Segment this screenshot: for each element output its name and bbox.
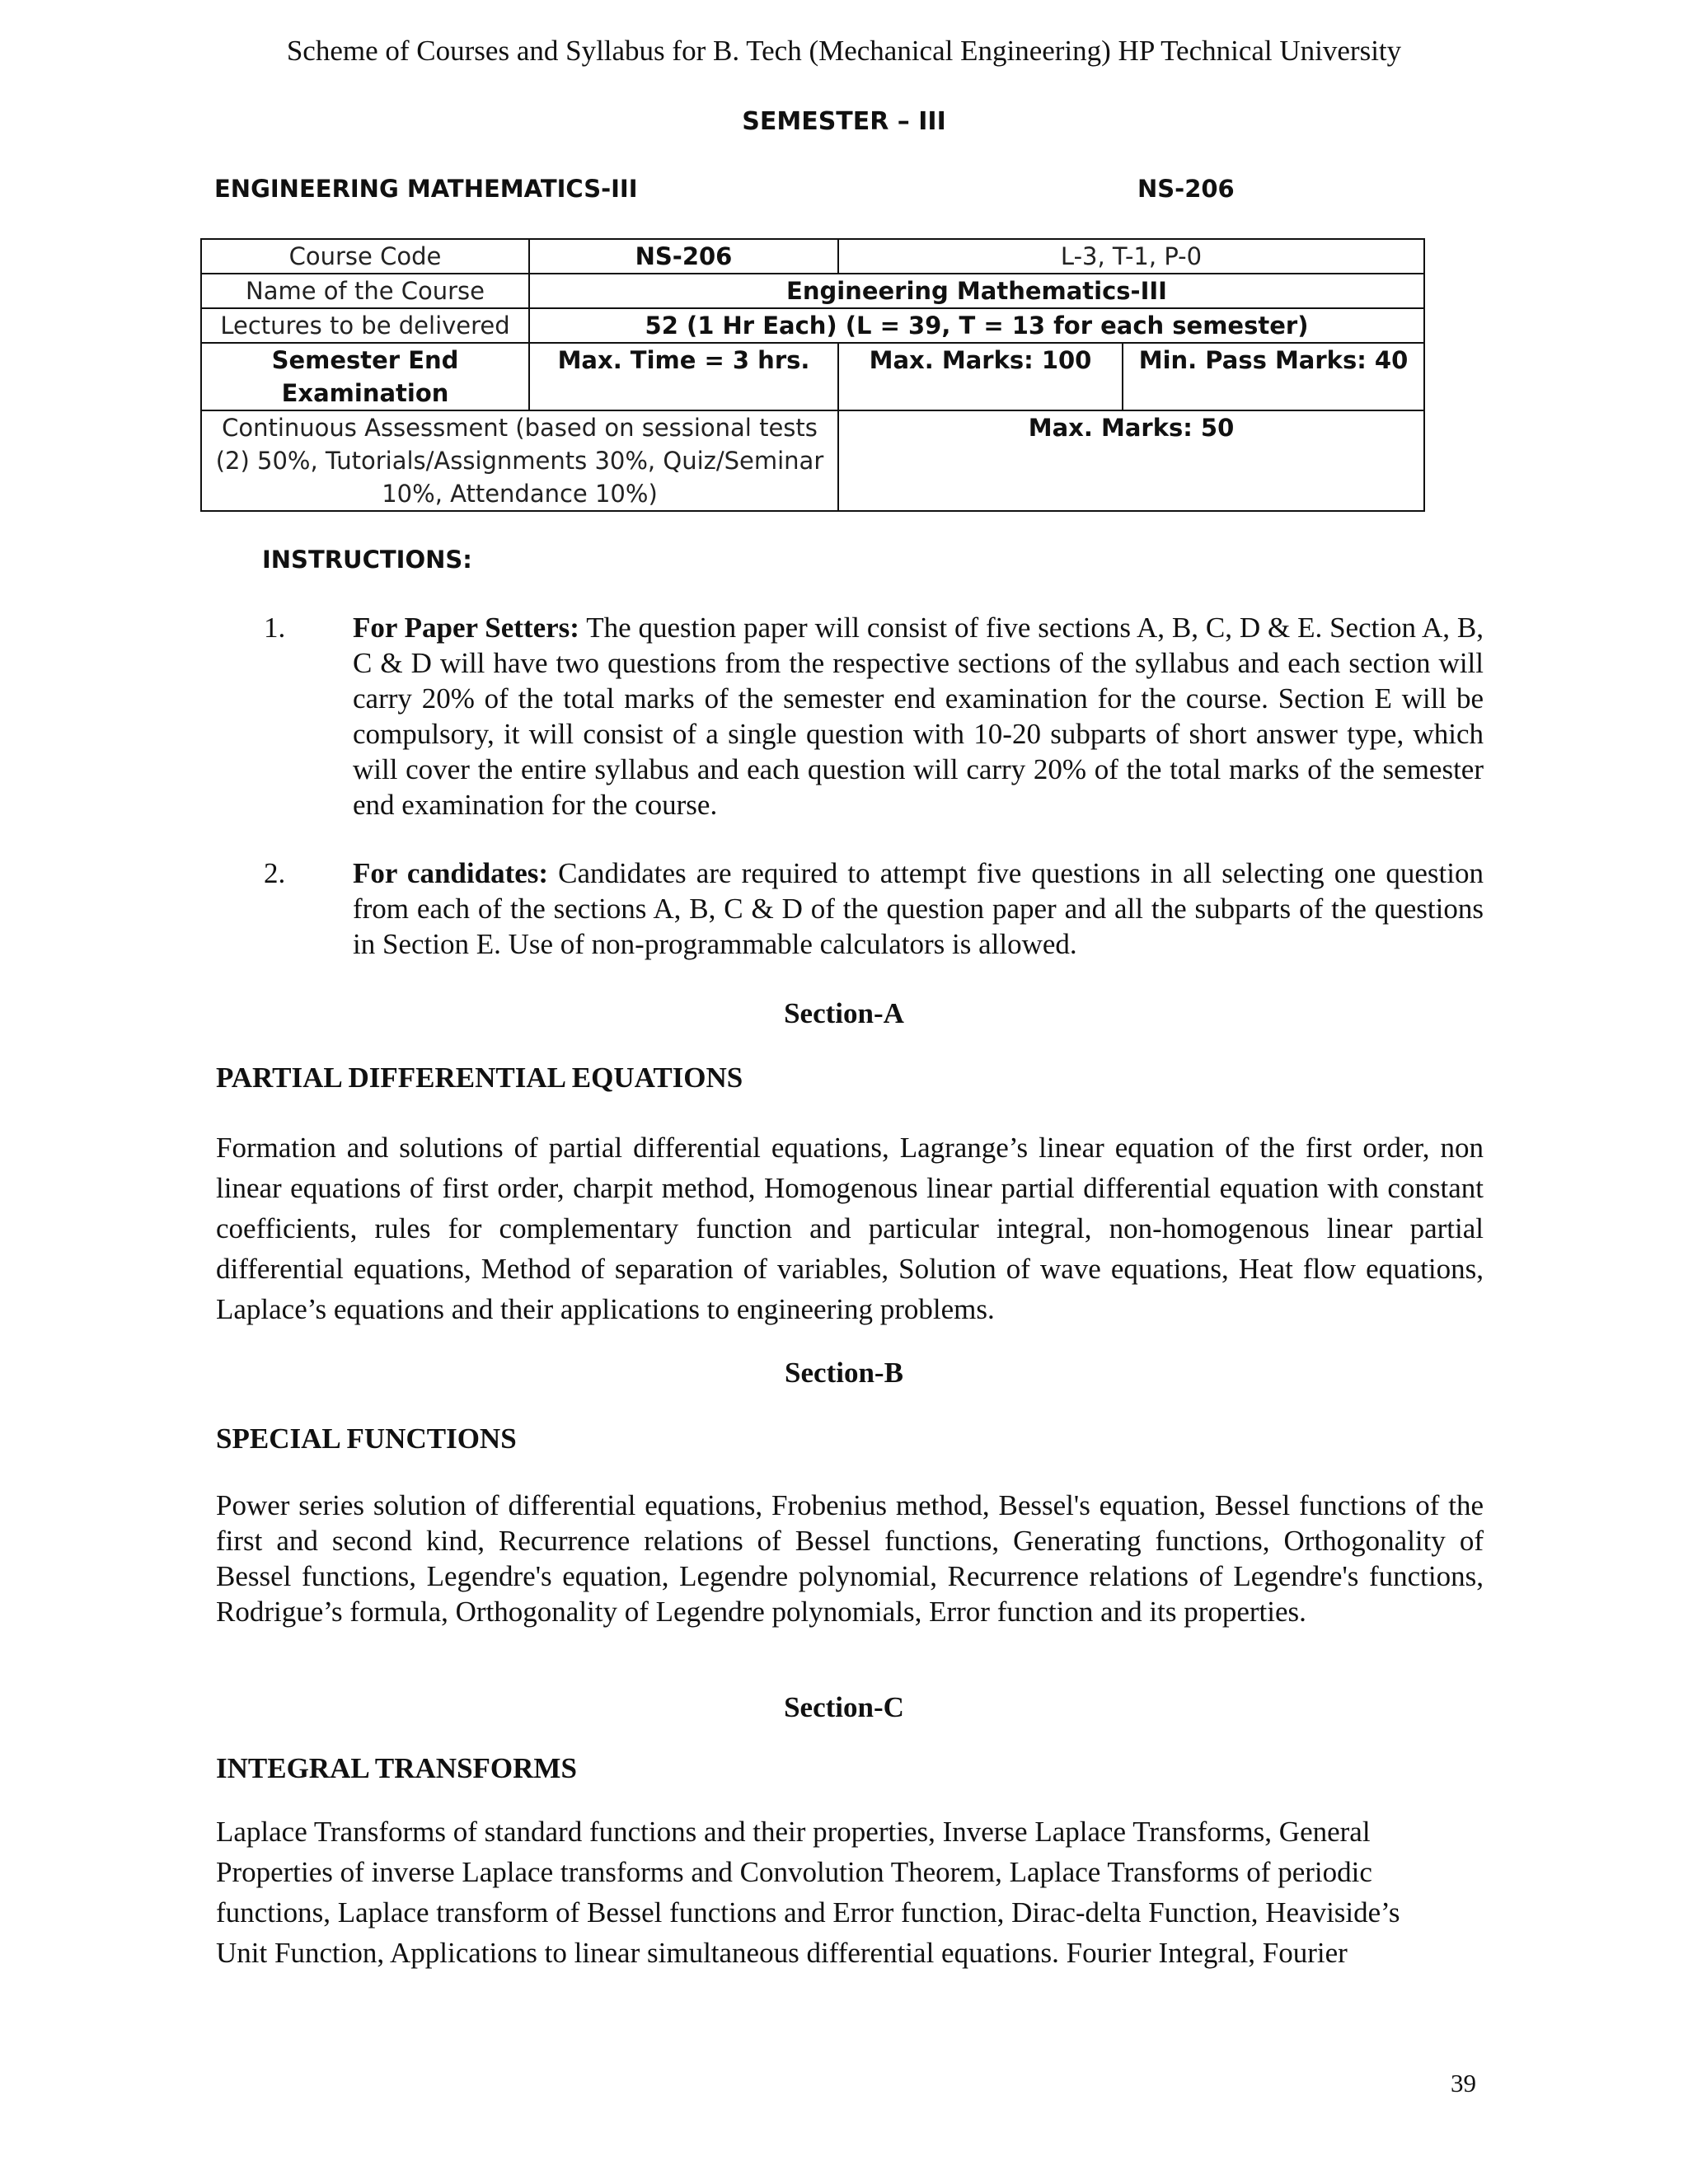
instruction-body: Candidates are required to attempt five questions in all selecting one question from each of the sections A, B, C & D of the question paper and all the subparts of the questions in Section E. Use of non-programmable calculators is allowed. <box>353 857 1484 960</box>
instruction-body: The question paper will consist of five sections A, B, C, D & E. Section A, B, C & D will have two questions from the respective sections of the syllabus and each section will carry 20% of the total marks of the semester end examination for the course. Section E will be compulsory, it will consist of a single question with 10-20 subparts of short answer type, which will cover the entire syllabus and each question will carry 20% of the total marks of the semester end examination for the course. <box>353 612 1484 821</box>
table-row <box>201 343 1424 410</box>
course-name-label: Name of the Course <box>201 274 529 308</box>
section-a-title: PARTIAL DIFFERENTIAL EQUATIONS <box>216 1062 743 1094</box>
instructions-heading: INSTRUCTIONS: <box>262 546 472 574</box>
instruction-number: 1. <box>264 612 286 644</box>
section-a-body: Formation and solutions of partial differential equations, Lagrange’s linear equation of the first order, non linear equations of first order, charpit method, Homogenous linear partial differential equation with constant coefficients, rules for complementary function and particular integral, non-homogenous linear partial differential equations, Method of separation of variables, Solution of wave equations, Heat flow equations, Laplace’s equations and their applications to engineering problems. <box>216 1132 1484 1325</box>
course-code-heading: NS-206 <box>1137 175 1235 203</box>
lectures-label: Lectures to be delivered <box>201 308 529 343</box>
instruction-number: 2. <box>264 857 286 889</box>
instruction-lead: For Paper Setters: <box>353 612 579 644</box>
course-info-table <box>200 238 1425 512</box>
running-header: Scheme of Courses and Syllabus for B. Tech (Mechanical Engineering) HP Technical University <box>286 35 1402 67</box>
section-b-body: Power series solution of differential equations, Frobenius method, Bessel's equation, Bessel functions of the first and second kind, Recurrence relations of Bessel functions, Generating functions, Orthogonality of Bessel functions, Legendre's equation, Legendre polynomial, Recurrence relations of Legendre's functions, Rodrigue’s formula, Orthogonality of Legendre polynomials, Error function and its properties. <box>216 1489 1484 1628</box>
section-a-label: Section-A <box>784 997 904 1029</box>
section-c-title: INTEGRAL TRANSFORMS <box>216 1752 577 1784</box>
instruction-text <box>353 610 1484 823</box>
course-code-value: NS-206 <box>529 239 838 274</box>
section-c-body: Laplace Transforms of standard functions and their properties, Inverse Laplace Transforms, General Properties of inverse Laplace transforms and Convolution Theorem, Laplace Transforms of periodic functions, Laplace transform of Bessel functions and Error function, Dirac-delta Function, Heaviside’s Unit Function, Applications to linear simultaneous differential equations. Fourier Integral, Fourier <box>216 1816 1400 1969</box>
continuous-assessment-marks: Max. Marks: 50 <box>838 410 1424 511</box>
ltp-value: L-3, T-1, P-0 <box>838 239 1424 274</box>
course-name-value: Engineering Mathematics-III <box>529 274 1424 308</box>
section-c-label: Section-C <box>784 1691 904 1723</box>
instruction-lead: For candidates: <box>353 857 549 889</box>
table-row <box>201 274 1424 308</box>
course-title: ENGINEERING MATHEMATICS-III <box>214 175 638 203</box>
table-row <box>201 308 1424 343</box>
table-row <box>201 239 1424 274</box>
max-time: Max. Time = 3 hrs. <box>529 343 838 410</box>
course-code-label: Course Code <box>201 239 529 274</box>
section-b-label: Section-B <box>785 1357 903 1389</box>
section-b-title: SPECIAL FUNCTIONS <box>216 1422 517 1455</box>
semester-heading: SEMESTER – III <box>742 107 946 136</box>
instruction-text <box>353 855 1484 962</box>
table-row <box>201 410 1424 511</box>
min-pass-marks: Min. Pass Marks: 40 <box>1123 343 1424 410</box>
exam-label: Semester End Examination <box>201 343 529 410</box>
page-number: 39 <box>1451 2069 1476 2097</box>
max-marks: Max. Marks: 100 <box>838 343 1123 410</box>
lectures-value: 52 (1 Hr Each) (L = 39, T = 13 for each semester) <box>529 308 1424 343</box>
continuous-assessment-label: Continuous Assessment (based on sessional tests (2) 50%, Tutorials/Assignments 30%, Quiz/Seminar 10%, Attendance 10%) <box>201 410 838 511</box>
